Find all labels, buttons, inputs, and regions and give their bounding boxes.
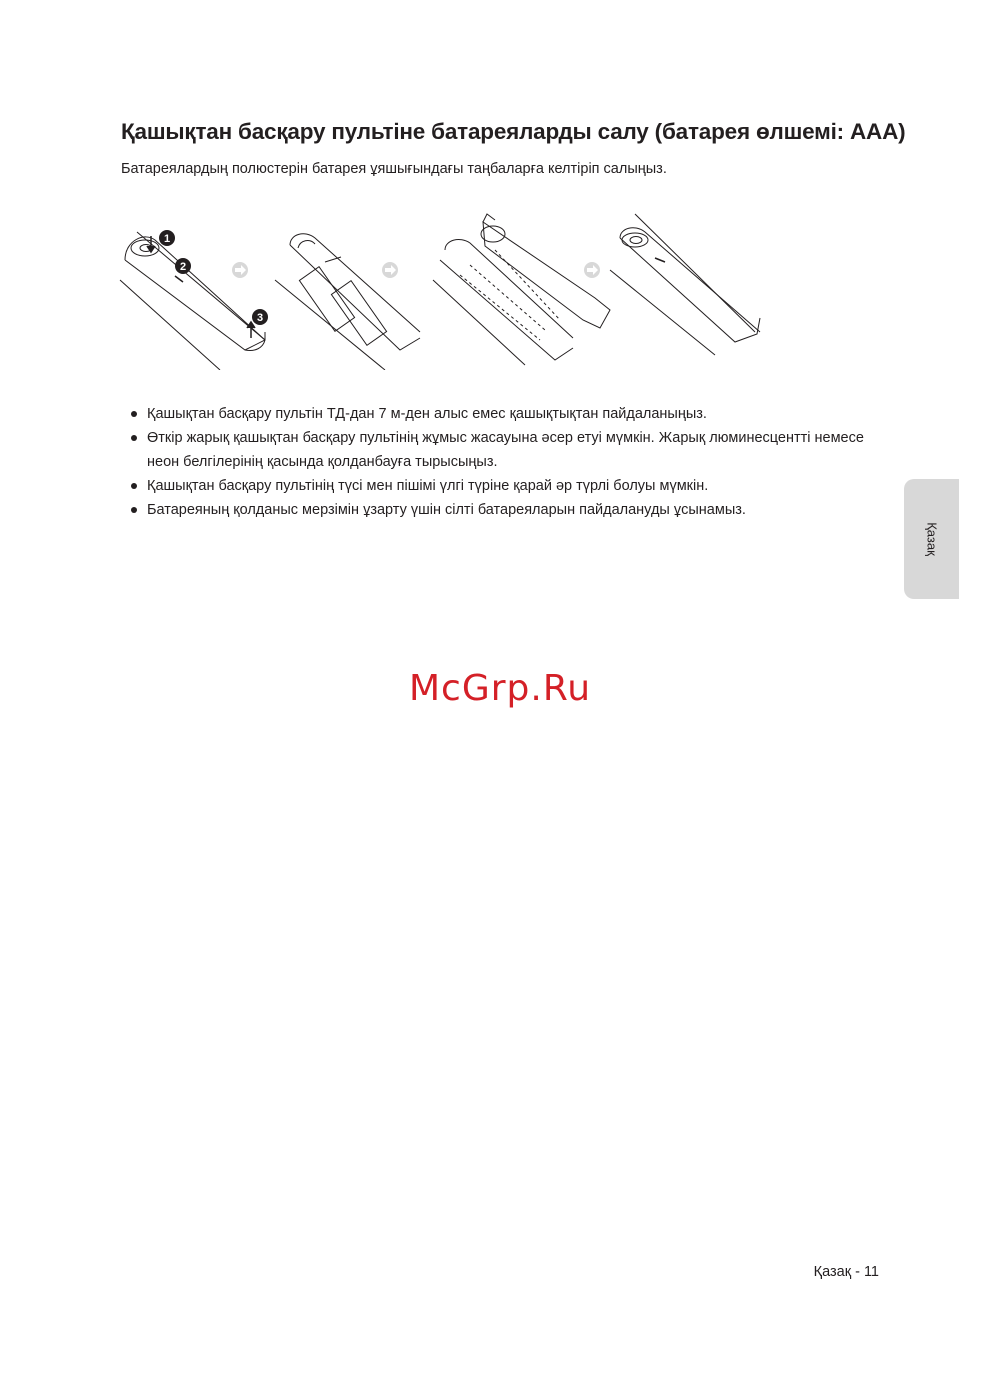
- notes-list: [131, 402, 871, 522]
- step-badge-2: [175, 258, 191, 274]
- circle-arrow-right-icon: [584, 262, 600, 278]
- section-heading: Қашықтан басқару пультіне батареяларды салу (батарея өлшемі: AAA): [121, 119, 906, 144]
- language-tab-label: Қазақ: [924, 522, 939, 556]
- remote-panel-1: [120, 232, 265, 370]
- list-item: Батареяның қолданыс мерзімін ұзарту үшін сілті батареяларын пайдалануды ұсынамыз.: [131, 498, 871, 522]
- list-item: Қашықтан басқару пультін ТД-дан 7 м-ден алыс емес қашықтықтан пайдаланыңыз.: [131, 402, 871, 426]
- svg-text:3: 3: [256, 312, 264, 324]
- language-tab: [904, 479, 959, 599]
- bullet-icon: [131, 483, 137, 489]
- bullet-icon: [131, 507, 137, 513]
- step-badge-1: [159, 230, 175, 246]
- step-badge-3: [252, 309, 268, 325]
- page-footer: Қазақ - 11: [813, 1264, 879, 1280]
- circle-arrow-right-icon: [232, 262, 248, 278]
- remote-panel-4: [610, 214, 760, 355]
- bullet-icon: [131, 435, 137, 441]
- intro-text: Батареялардың полюстерін батарея ұяшығындағы таңбаларға келтіріп салыңыз.: [121, 161, 667, 177]
- battery-installation-illustration: [115, 210, 775, 370]
- watermark: McGrp.Ru: [408, 668, 592, 709]
- remote-panel-3: [433, 214, 610, 365]
- bullet-icon: [131, 411, 137, 417]
- list-item: Қашықтан басқару пультінің түсі мен пішімі үлгі түріне қарай әр түрлі болуы мүмкін.: [131, 474, 871, 498]
- list-item: Өткір жарық қашықтан басқару пультінің жұмыс жасауына әсер етуі мүмкін. Жарық люминесцентті немесе неон белгілерінің қасында қолданбауға тырысыңыз.: [131, 426, 871, 474]
- circle-arrow-right-icon: [382, 262, 398, 278]
- svg-text:1: 1: [163, 233, 171, 245]
- remote-panel-2: [275, 234, 420, 370]
- svg-text:2: 2: [179, 261, 187, 273]
